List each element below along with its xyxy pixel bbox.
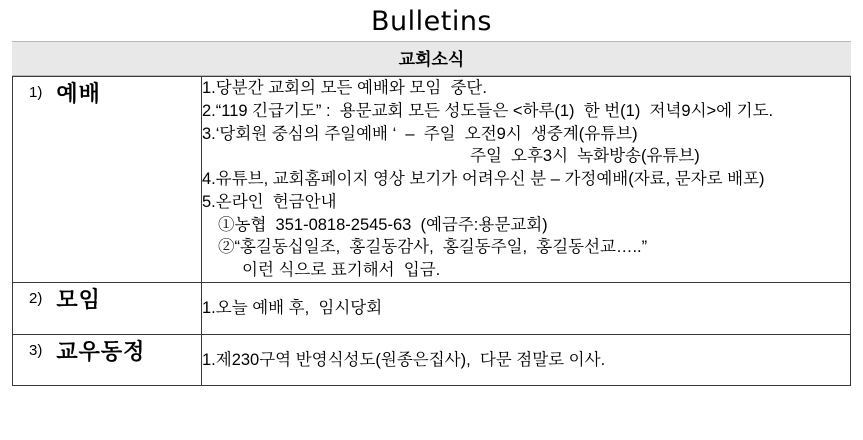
row-number: 3)	[29, 341, 43, 359]
content-line: 2.“119 긴급기도” : 용문교회 모든 성도들은 <하루(1) 한 번(1) 저녁9시>에 기도.	[202, 101, 774, 120]
page-title: Bulletins	[370, 6, 493, 37]
content-line: 이런 식으로 표기해서 입금.	[242, 261, 441, 280]
content-line: 1.오늘 예배 후, 임시당회	[202, 298, 383, 317]
row-label: 모임	[56, 286, 101, 312]
content-line: 5.온라인 헌금안내	[202, 192, 337, 211]
bulletin-table	[12, 76, 851, 386]
table-row	[13, 282, 851, 334]
table-row	[13, 77, 851, 283]
row-label-cell-news	[13, 334, 202, 386]
content-line: 3.‘당회원 중심의 주일예배 ‘ – 주일 오전9시 생중계(유튜브)	[202, 124, 638, 143]
row-content-cell-meeting	[202, 282, 851, 334]
row-content-cell-news	[202, 334, 851, 386]
table-row	[13, 334, 851, 386]
row-number: 1)	[29, 84, 43, 101]
content-line: ①농협 351-0818-2545-63 (예금주:용문교회)	[218, 215, 548, 234]
content-line: 1.제230구역 반영식성도(원종은집사), 다문 점말로 이사.	[202, 350, 606, 369]
content-line: 주일 오후3시 녹화방송(유튜브)	[470, 147, 700, 166]
content-line: 4.유튜브, 교회홈페이지 영상 보기가 어려우신 분 – 가정예배(자료, 문자로 배포)	[202, 170, 765, 189]
content-line: ②“홍길동십일조, 홍길동감사, 홍길동주일, 홍길동선교…..”	[218, 238, 648, 257]
row-label: 예배	[56, 81, 101, 106]
row-label-cell-meeting	[13, 282, 202, 334]
row-number: 2)	[29, 289, 43, 307]
row-content-cell-worship	[202, 77, 851, 283]
row-label: 교우동정	[56, 338, 146, 364]
content-line: 1.당분간 교회의 모든 예배와 모임 중단.	[202, 79, 487, 97]
row-label-cell-worship	[13, 77, 202, 283]
subtitle-banner: 교회소식	[12, 41, 851, 76]
